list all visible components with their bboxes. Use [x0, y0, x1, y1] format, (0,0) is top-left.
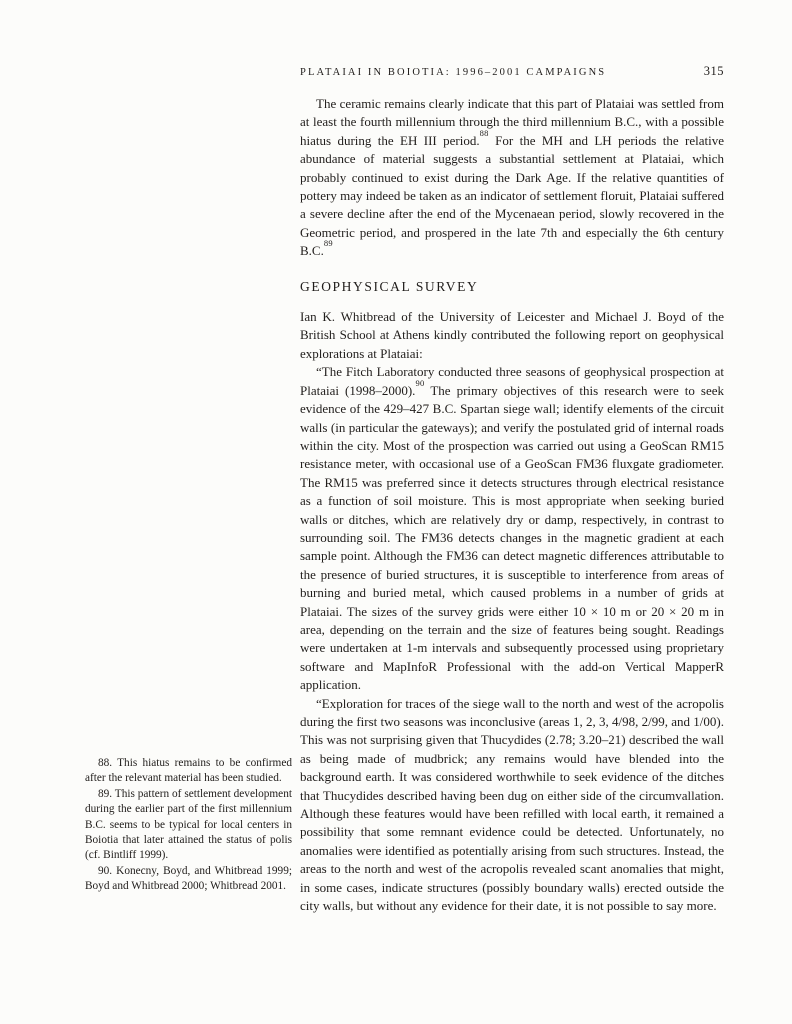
- footnote-88: 88. This hiatus remains to be confirmed after the relevant material has been studied.: [85, 757, 292, 785]
- page-number: 315: [703, 64, 724, 78]
- paragraph-contributors: Ian K. Whitbread of the University of Leicester and Michael J. Boyd of the British School at Athens kindly contributed the following report on geophysical explorations at Plataiai:: [300, 309, 724, 361]
- section-heading-geophysical-survey: GEOPHYSICAL SURVEY: [300, 278, 479, 294]
- paragraph-text: “The Fitch Laboratory conducted three seasons of geophysical prospection at Plataiai (1998–2000).: [300, 364, 724, 398]
- main-text-column: [300, 95, 724, 915]
- footnote-ref-89: 89: [323, 238, 333, 249]
- paragraph-text: For the MH and LH periods the relative abundance of material suggests a substantial settlement at Plataiai, which probably continued to exist during the Dark Age. If the relative quantities of pottery may indeed be taken as an indicator of settlement floruit, Plataiai suffered a severe decline after the end of the Mycenaean period, slowly recovered in the Geometric period, and prospered in the late 7th and especially the 6th century B.C.: [300, 132, 724, 259]
- paragraph-ceramic-remains: [300, 95, 724, 261]
- footnote-column: [85, 756, 292, 895]
- paragraph-exploration: “Exploration for traces of the siege wall to the north and west of the acropolis during the first two seasons was inconclusive (areas 1, 2, 3, 4/98, 2/99, and 1/00). This was not surprising given that Thucydides (2.78; 3.20–21) described the wall as being made of mudbrick; any remains would have blended into the background earth. It was considered worthwhile to seek evidence of the ditches that Thucydides described having been dug on either side of the circumvallation. Although these features would have been refilled with local earth, it remained a possibility that some remnant evidence could be detected. Unfortunately, no anomalies were identified as potentially arising from such structures. Instead, the areas to the north and west of the acropolis revealed scant anomalies that might, in some cases, indicate structures (possibly boundary walls) erected outside the city walls, but without any evidence for their date, it is not possible to say more.: [300, 695, 724, 914]
- footnote-89: 89. This pattern of settlement development during the earlier part of the first millennium B.C. seems to be typical for local centers in Boiotia that later attained the status of polis (cf. Bintliff 1999).: [85, 787, 292, 862]
- footnote-ref-88: 88: [479, 127, 489, 138]
- paragraph-fitch-laboratory: [300, 363, 724, 694]
- footnote-90: 90. Konecny, Boyd, and Whitbread 1999; Boyd and Whitbread 2000; Whitbread 2001.: [85, 864, 292, 893]
- footnote-ref-90: 90: [415, 377, 425, 388]
- paragraph-text: The ceramic remains clearly indicate that this part of Plataiai was settled from at least the fourth millennium through the third millennium B.C., with a possible hiatus during the EH III period.: [300, 96, 724, 148]
- running-title: PLATAIAI IN BOIOTIA: 1996–2001 CAMPAIGNS: [300, 67, 607, 78]
- running-head: [300, 64, 724, 79]
- paragraph-text: The primary objectives of this research were to seek evidence of the 429–427 B.C. Spartan siege wall; identify elements of the circuit walls (in particular the gateways); and verify the postulated grid of internal roads within the city. Most of the prospection was carried out using a GeoScan RM15 resistance meter, with occasional use of a GeoScan FM36 fluxgate gradiometer. The RM15 was preferred since it detects structures through electrical resistance as a function of soil moisture. This is most appropriate when seeking buried walls or ditches, which are relatively dry or damp, respectively, in contrast to surrounding soil. The FM36 detects changes in the magnetic gradient at each sample point. Although the FM36 can detect magnetic differences attributable to the presence of buried structures, it is susceptible to interference from areas of burning and buried metal, which caused problems in a number of grids at Plataiai. The sizes of the survey grids were either 10 × 10 m or 20 × 20 m in area, depending on the terrain and the size of features being sought. Readings were undertaken at 1-m intervals and subsequently processed using proprietary software and MapInfoR Professional with the add-on Vertical MapperR application.: [300, 382, 724, 693]
